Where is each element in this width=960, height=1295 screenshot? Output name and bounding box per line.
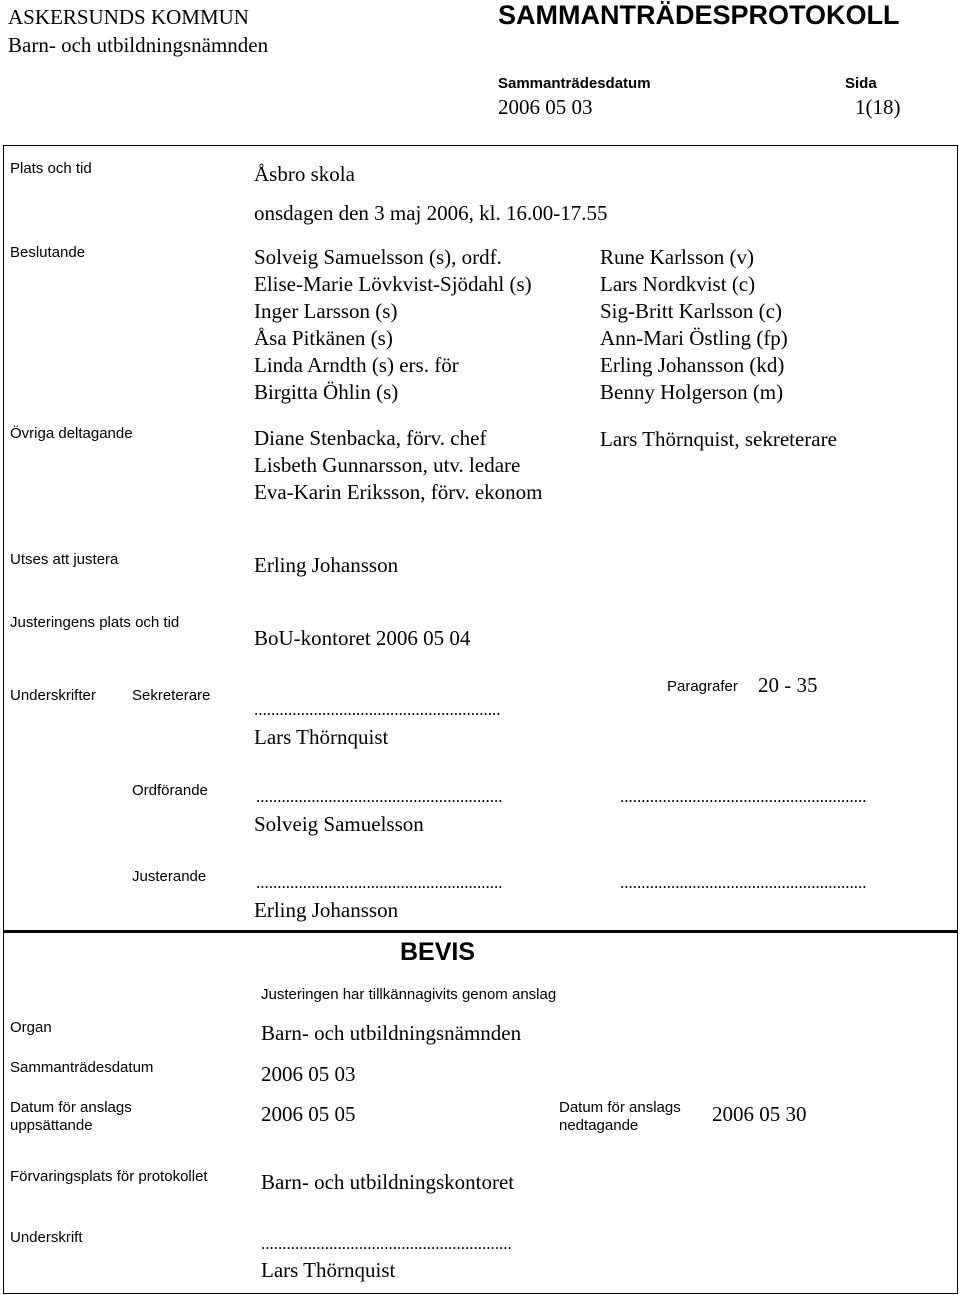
storage-label: Förvaringsplats för protokollet: [10, 1168, 208, 1185]
storage-value: Barn- och utbildningskontoret: [261, 1170, 515, 1194]
header-page: 1(18): [855, 95, 901, 119]
others-label: Övriga deltagande: [10, 425, 133, 442]
removed-label-line-2: nedtagande: [559, 1117, 639, 1134]
meeting-place: Åsbro skola: [254, 162, 355, 186]
posted-label: [10, 1099, 132, 1135]
others-left-list: [254, 425, 542, 506]
document-title: SAMMANTRÄDESPROTOKOLL: [498, 0, 900, 30]
deciding-right-list: [600, 244, 788, 406]
chair-signature-line-right: ..........................................................: [620, 787, 867, 806]
meeting-time: onsdagen den 3 maj 2006, kl. 16.00-17.55: [254, 201, 608, 225]
adjuster-name: Erling Johansson: [254, 553, 399, 577]
deciding-left-list: [254, 244, 532, 406]
list-item: Rune Karlsson (v): [600, 245, 754, 269]
adjusting-name: Erling Johansson: [254, 898, 399, 922]
list-item: Eva-Karin Eriksson, förv. ekonom: [254, 480, 543, 504]
list-item: Birgitta Öhlin (s): [254, 380, 399, 404]
paragraphs-label: Paragrafer: [667, 678, 738, 695]
section-divider: [3, 930, 958, 933]
removed-label: [559, 1099, 681, 1135]
list-item: Benny Holgerson (m): [600, 380, 784, 404]
secretary-name: Lars Thörnquist: [254, 725, 389, 749]
header-date-label: Sammanträdesdatum: [498, 75, 651, 92]
adjust-place: BoU-kontoret 2006 05 04: [254, 626, 471, 650]
removed-label-line-1: Datum för anslags: [559, 1099, 681, 1116]
removed-date: 2006 05 30: [712, 1102, 807, 1126]
list-item: Inger Larsson (s): [254, 299, 398, 323]
place-time-label: Plats och tid: [10, 160, 92, 177]
adjusting-signature-line-right: ..........................................................: [620, 873, 867, 892]
list-item: Elise-Marie Lövkvist-Sjödahl (s): [254, 272, 532, 296]
list-item: Diane Stenbacka, förv. chef: [254, 426, 487, 450]
organ-value: Barn- och utbildningsnämnden: [261, 1021, 522, 1045]
signature-line: ...........................................................: [261, 1234, 512, 1253]
list-item: Åsa Pitkänen (s): [254, 326, 393, 350]
board-name: Barn- och utbildningsnämnden: [8, 33, 269, 57]
list-item: Lisbeth Gunnarsson, utv. ledare: [254, 453, 521, 477]
list-item: Ann-Mari Östling (fp): [600, 326, 788, 350]
list-item: Sig-Britt Karlsson (c): [600, 299, 782, 323]
list-item: Linda Arndth (s) ers. för: [254, 353, 459, 377]
chair-name: Solveig Samuelsson: [254, 812, 424, 836]
signatures-label: Underskrifter: [10, 687, 96, 704]
others-right: Lars Thörnquist, sekreterare: [600, 427, 837, 451]
signature-name: Lars Thörnquist: [261, 1258, 396, 1282]
bevis-notice: Justeringen har tillkännagivits genom anslag: [261, 986, 557, 1003]
adjuster-label: Utses att justera: [10, 551, 119, 568]
header-page-label: Sida: [845, 75, 877, 92]
chair-label: Ordförande: [132, 782, 208, 799]
chair-signature-line: ..........................................................: [256, 787, 503, 806]
adjusting-signature-line: ..........................................................: [256, 873, 503, 892]
meeting-date-label: Sammanträdesdatum: [10, 1059, 154, 1076]
paragraphs-value: 20 - 35: [758, 673, 818, 697]
list-item: Lars Nordkvist (c): [600, 272, 756, 296]
signature-label: Underskrift: [10, 1229, 83, 1246]
posted-label-line-1: Datum för anslags: [10, 1099, 132, 1116]
meeting-date-value: 2006 05 03: [261, 1062, 356, 1086]
organ-label: Organ: [10, 1019, 52, 1036]
list-item: Solveig Samuelsson (s), ordf.: [254, 245, 502, 269]
posted-date: 2006 05 05: [261, 1102, 356, 1126]
deciding-label: Beslutande: [10, 244, 86, 261]
header-date: 2006 05 03: [498, 95, 593, 119]
list-item: Erling Johansson (kd): [600, 353, 785, 377]
municipality-name: ASKERSUNDS KOMMUN: [8, 5, 249, 29]
secretary-signature-line: ..........................................................: [254, 700, 501, 719]
adjusting-label: Justerande: [132, 868, 207, 885]
bevis-title: BEVIS: [400, 938, 476, 966]
adjust-place-label: Justeringens plats och tid: [10, 614, 180, 631]
secretary-label: Sekreterare: [132, 687, 211, 704]
posted-label-line-2: uppsättande: [10, 1117, 93, 1134]
